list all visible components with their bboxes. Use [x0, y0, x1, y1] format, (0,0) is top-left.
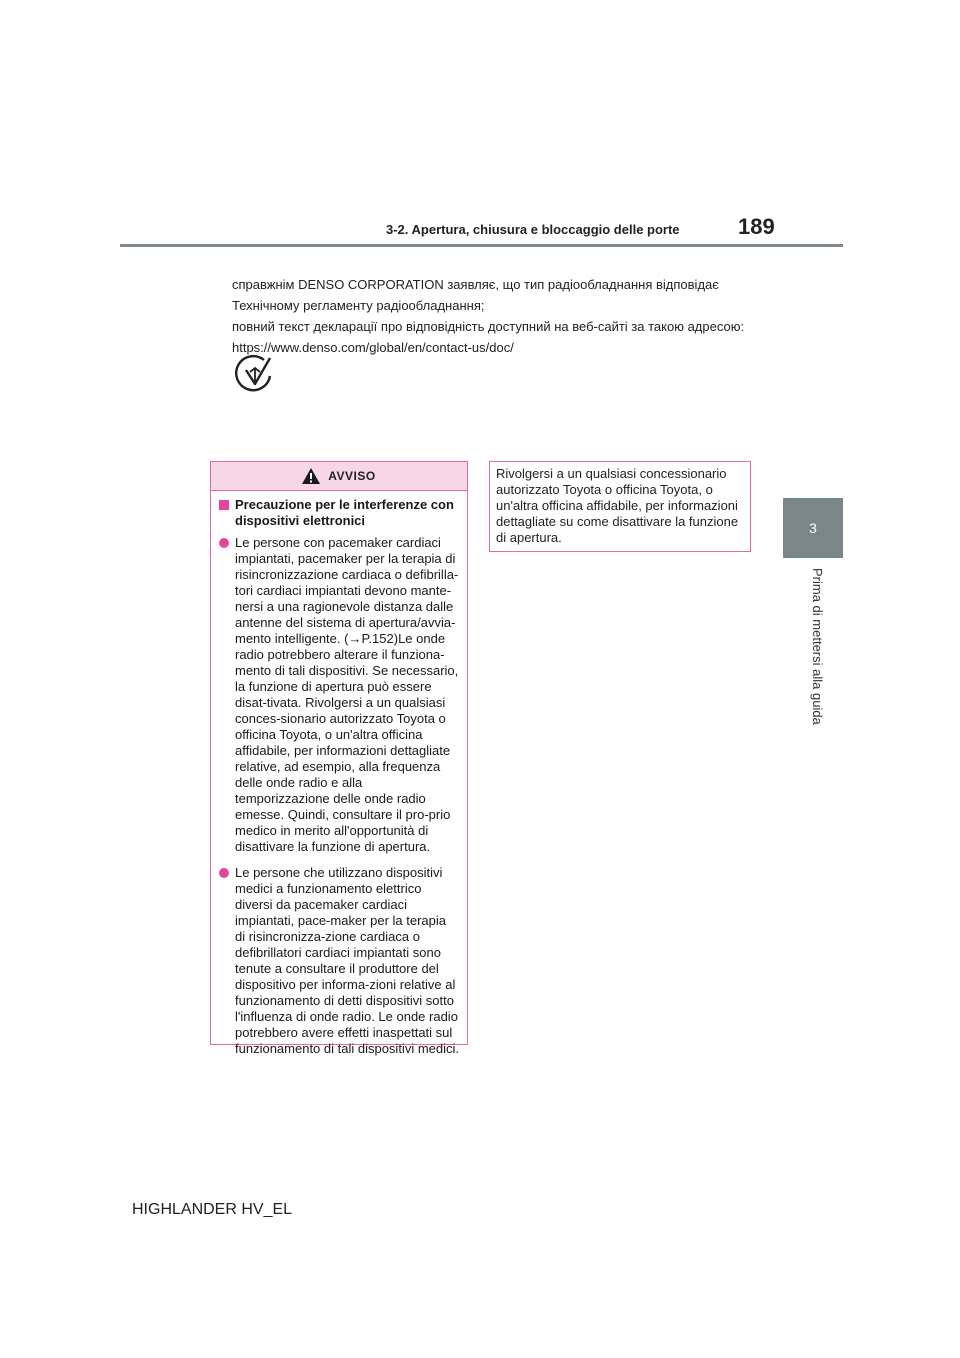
warning-title: AVVISO — [328, 469, 376, 483]
declaration-line: повний текст декларації про відповідність доступний на веб-сайті за такою адресою: — [232, 319, 745, 334]
declaration-line: Технічному регламенту радіообладнання; — [232, 298, 485, 313]
warning-triangle-icon — [302, 468, 320, 484]
chapter-number: 3 — [809, 520, 817, 536]
footer-model: HIGHLANDER HV_EL — [132, 1201, 293, 1218]
ukrainian-conformity-mark-icon — [234, 352, 276, 394]
page-number: 189 — [738, 214, 775, 239]
declaration-url: https://www.denso.com/global/en/contact-us/doc/ — [232, 340, 514, 355]
round-bullet-icon — [219, 868, 229, 878]
warning-body — [211, 491, 467, 1057]
ukrainian-declaration — [232, 275, 752, 359]
declaration-line: справжнім DENSO CORPORATION заявляє, що тип радіообладнання відповідає — [232, 277, 719, 292]
warning-header — [211, 462, 467, 491]
warning-item — [219, 865, 459, 1057]
warning-item-text: Le persone che utilizzano dispositivi medici a funzionamento elettrico diversi da pacemaker cardiaci impiantati, pace-maker per la terapia di risincronizza-zione cardiaca o defibrillatori cardiaci impiantati sono tenute a consultare il produttore del dispositivo per informa-zioni relative al funzionamento di detti dispositivi sotto l'influenza di onde radio. Le onde radio potrebbero avere effetti inaspettati sul funzionamento di tali dispositivi medici. — [235, 865, 459, 1056]
warning-subheading-text: Precauzione per le interferenze con dispositivi elettronici — [235, 497, 454, 528]
warning-box — [210, 461, 468, 1056]
square-bullet-icon — [219, 500, 229, 510]
chapter-tab — [783, 498, 843, 558]
warning-item — [219, 535, 459, 855]
round-bullet-icon — [219, 538, 229, 548]
section-title: 3-2. Apertura, chiusura e bloccaggio delle porte — [386, 222, 680, 237]
continuation-box: Rivolgersi a un qualsiasi concessionario autorizzato Toyota o officina Toyota, o un'altra officina affidabile, per informazioni dettagliate su come disattivare la funzione di apertura. — [489, 461, 751, 552]
header-rule — [120, 244, 843, 247]
warning-subheading — [219, 497, 459, 529]
chapter-label: Prima di mettersi alla guida — [810, 568, 825, 725]
warning-item-text: Le persone con pacemaker cardiaci impiantati, pacemaker per la terapia di risincronizzazione cardiaca o defibrilla-tori cardiaci impiantati devono mante-nersi a una ragionevole distanza dalle antenne del sistema di apertura/avvia-mento intelligente. (→P.152)Le onde radio potrebbero alterare il funziona-mento di tali dispositivi. Se necessario, la funzione di apertura può essere disat-tivata. Rivolgersi a un qualsiasi conces-sionario autorizzato Toyota o officina Toyota, o un'altra officina affidabile, per informazioni dettagliate relative, ad esempio, alla frequenza delle onde radio e alla temporizzazione delle onde radio emesse. Quindi, consultare il pro-prio medico in merito all'opportunità di disattivare la funzione di apertura. — [235, 535, 459, 854]
